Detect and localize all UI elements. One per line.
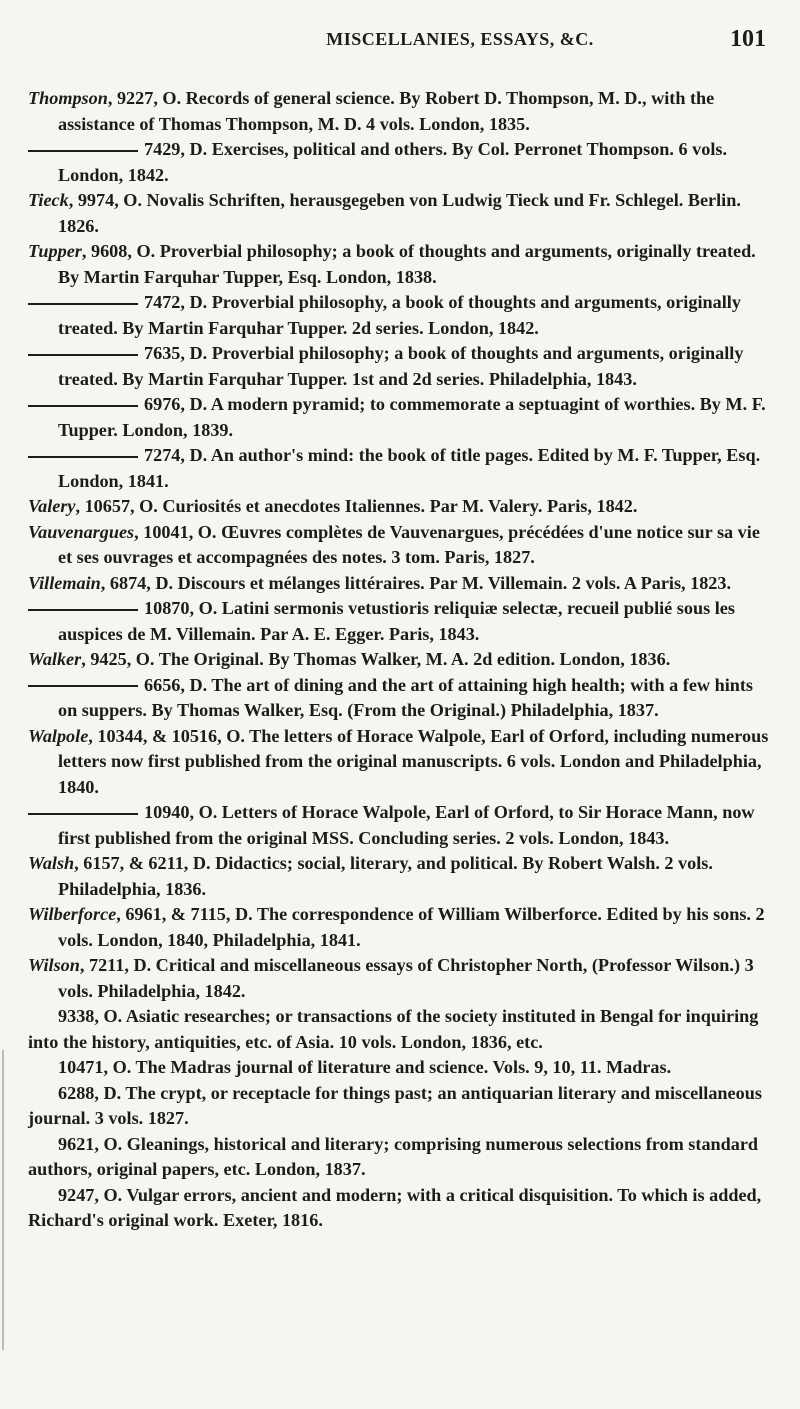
catalogue-entry bbox=[28, 571, 776, 597]
entry-text: 7635, D. Proverbial philosophy; a book of thoughts and arguments, originally treated. By Martin Farquhar Tupper. 1st and 2d series. Philadelphia, 1843. bbox=[58, 343, 744, 389]
binding-edge-line bbox=[2, 1050, 4, 1350]
entry-author: Wilson bbox=[28, 955, 80, 975]
entry-text: 7429, D. Exercises, political and others. By Col. Perronet Thompson. 6 vols. London, 1842. bbox=[58, 139, 728, 185]
catalogue-entry bbox=[28, 137, 776, 188]
entry-text: , 10041, O. Œuvres complètes de Vauvenargues, précédées d'une notice sur sa vie et ses ouvrages et accompagnées des notes. 3 tom. Paris, 1827. bbox=[58, 521, 760, 567]
ditto-dash bbox=[28, 405, 138, 407]
entry-text: , 6874, D. Discours et mélanges littéraires. Par M. Villemain. 2 vols. A Paris, 1823. bbox=[100, 572, 732, 593]
catalogue-paragraph: 10471, O. The Madras journal of literature and science. Vols. 9, 10, 11. Madras. bbox=[58, 1057, 672, 1077]
catalogue-paragraph: 6288, D. The crypt, or receptacle for things past; an antiquarian literary and miscellaneous journal. 3 vols. 1827. bbox=[28, 1082, 762, 1128]
entry-text: , 9425, O. The Original. By Thomas Walker, M. A. 2d edition. London, 1836. bbox=[81, 649, 671, 669]
catalogue-entry bbox=[28, 800, 776, 851]
catalogue-entry bbox=[28, 520, 776, 571]
entry-text: , 9608, O. Proverbial philosophy; a book of thoughts and arguments, originally treated. By Martin Farquhar Tupper, Esq. London, 1838. bbox=[58, 241, 756, 287]
entry-author: Walsh bbox=[28, 853, 75, 873]
entry-text: , 10344, & 10516, O. The letters of Horace Walpole, Earl of Orford, including numerous letters now first published from the original manuscripts. 6 vols. London and Philadelphia, 1840. bbox=[58, 725, 769, 797]
entry-author: Walker bbox=[28, 649, 82, 669]
entry-text: 10870, O. Latini sermonis vetustioris reliquiæ selectæ, recueil publié sous les auspices de M. Villemain. Par A. E. Egger. Paris, 1843. bbox=[58, 598, 735, 644]
catalogue-entry bbox=[28, 596, 776, 647]
entry-author: Walpole bbox=[28, 725, 89, 746]
entry-text: , 9227, O. Records of general science. By Robert D. Thompson, M. D., with the assistance of Thomas Thompson, M. D. 4 vols. London, 1835. bbox=[58, 88, 715, 134]
entry-text: 6976, D. A modern pyramid; to commemorate a septuagint of worthies. By M. F. Tupper. London, 1839. bbox=[58, 394, 766, 440]
catalogue-entry bbox=[28, 673, 776, 724]
catalogue-paragraph: 9621, O. Gleanings, historical and literary; comprising numerous selections from standard authors, original papers, etc. London, 1837. bbox=[28, 1133, 759, 1179]
catalogue-entry bbox=[28, 188, 776, 239]
entry-text: 7472, D. Proverbial philosophy, a book of thoughts and arguments, originally treated. By Martin Farquhar Tupper. 2d series. London, 1842. bbox=[58, 292, 741, 338]
entry-text: , 7211, D. Critical and miscellaneous essays of Christopher North, (Professor Wilson.) 3 vols. Philadelphia, 1842. bbox=[58, 955, 754, 1001]
catalogue-paragraph: 9338, O. Asiatic researches; or transactions of the society instituted in Bengal for inquiring into the history, antiquities, etc. of Asia. 10 vols. London, 1836, etc. bbox=[28, 1006, 759, 1052]
entry-text: , 6157, & 6211, D. Didactics; social, literary, and political. By Robert Walsh. 2 vols. Philadelphia, 1836. bbox=[58, 853, 713, 899]
entry-author: Tieck bbox=[28, 190, 69, 210]
catalogue-entry bbox=[28, 290, 776, 341]
catalogue-body bbox=[28, 86, 776, 1234]
catalogue-entry bbox=[28, 953, 776, 1004]
catalogue-entry bbox=[28, 494, 776, 520]
catalogue-entry bbox=[28, 443, 776, 494]
ditto-dash bbox=[28, 150, 138, 152]
ditto-dash bbox=[28, 303, 138, 305]
ditto-dash bbox=[28, 456, 138, 458]
entry-text: , 9974, O. Novalis Schriften, herausgegeben von Ludwig Tieck und Fr. Schlegel. Berlin. 1826. bbox=[58, 190, 741, 236]
ditto-dash bbox=[28, 354, 138, 356]
catalogue-entry bbox=[28, 86, 776, 137]
entry-text: 6656, D. The art of dining and the art of attaining high health; with a few hints on suppers. By Thomas Walker, Esq. (From the Original.) Philadelphia, 1837. bbox=[58, 674, 754, 720]
entry-author: Villemain bbox=[28, 572, 101, 593]
catalogue-paragraph: 9247, O. Vulgar errors, ancient and modern; with a critical disquisition. To which is added, Richard's original work. Exeter, 1816. bbox=[28, 1184, 762, 1230]
entry-author: Wilberforce bbox=[28, 904, 117, 924]
catalogue-entry bbox=[28, 392, 776, 443]
catalogue-entry bbox=[28, 724, 776, 801]
catalogue-entry bbox=[28, 341, 776, 392]
entry-author: Vauvenargues bbox=[28, 521, 135, 542]
entry-text: 10940, O. Letters of Horace Walpole, Earl of Orford, to Sir Horace Mann, now first published from the original MSS. Concluding series. 2 vols. London, 1843. bbox=[58, 802, 755, 848]
catalogue-entry bbox=[28, 902, 776, 953]
catalogue-entry bbox=[28, 647, 776, 673]
ditto-dash bbox=[28, 685, 138, 687]
entry-author: Thompson bbox=[28, 88, 108, 108]
entry-text: 7274, D. An author's mind: the book of title pages. Edited by M. F. Tupper, Esq. London, 1841. bbox=[58, 445, 761, 491]
catalogue-entry bbox=[28, 851, 776, 902]
page-number: 101 bbox=[730, 25, 766, 52]
ditto-dash bbox=[28, 609, 138, 611]
ditto-dash bbox=[28, 813, 138, 815]
entry-text: , 6961, & 7115, D. The correspondence of William Wilberforce. Edited by his sons. 2 vols. London, 1840, Philadelphia, 1841. bbox=[58, 904, 765, 950]
entry-text: , 10657, O. Curiosités et anecdotes Italiennes. Par M. Valery. Paris, 1842. bbox=[75, 496, 638, 516]
entry-author: Tupper bbox=[28, 241, 82, 261]
catalogue-entry bbox=[28, 239, 776, 290]
running-title: MISCELLANIES, ESSAYS, &C. bbox=[326, 28, 594, 49]
entry-author: Valery bbox=[28, 496, 76, 516]
